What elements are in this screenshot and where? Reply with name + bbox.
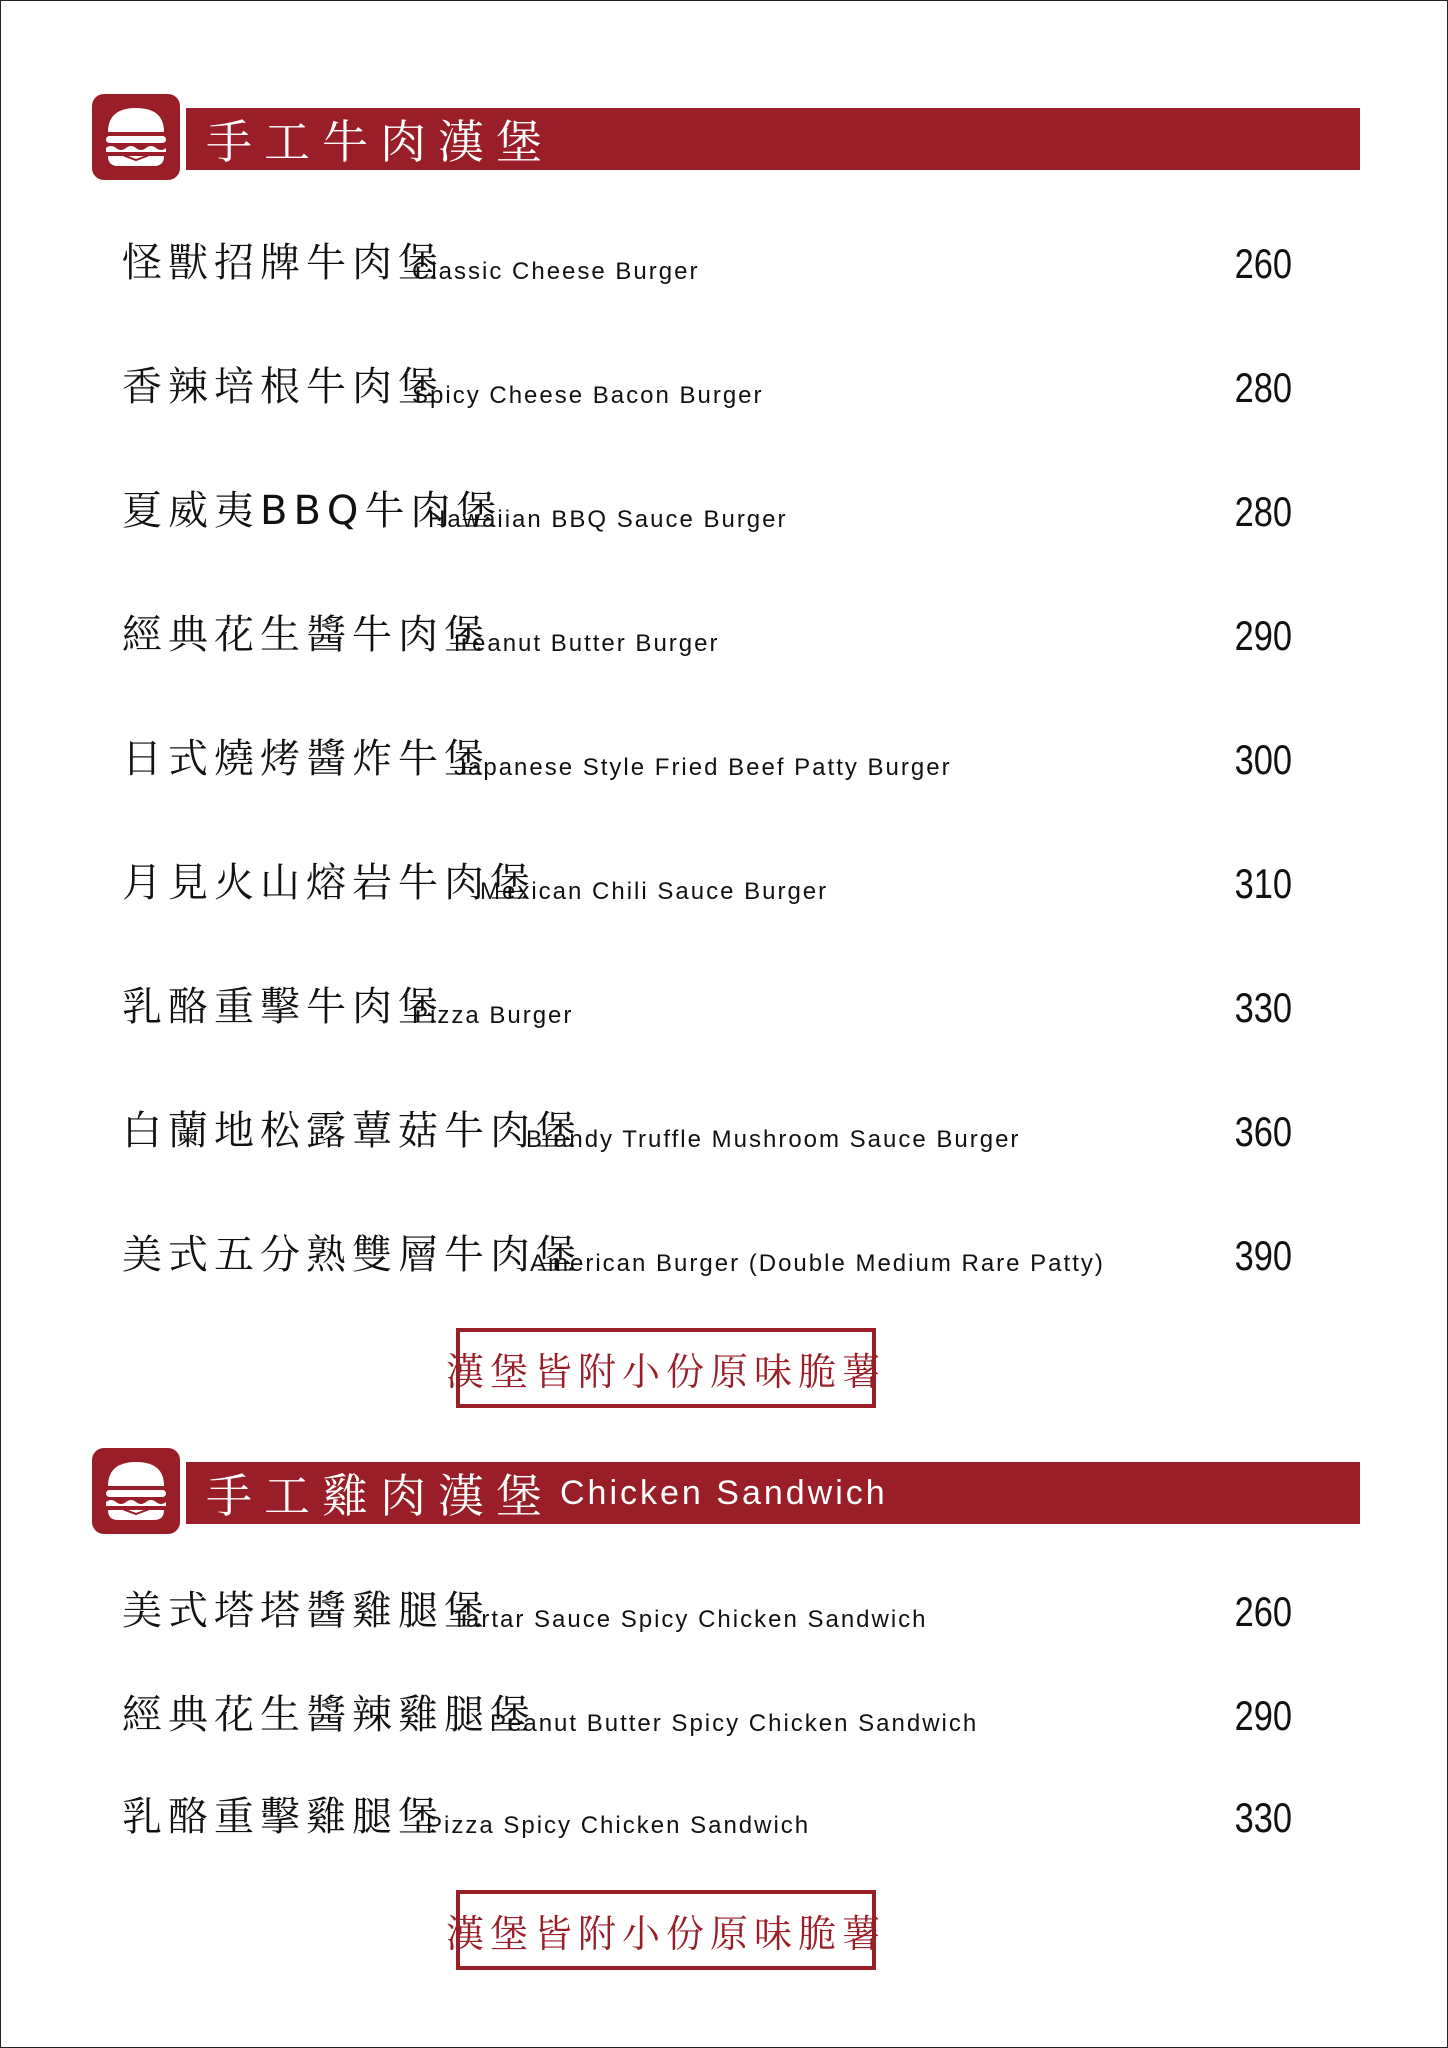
menu-item bbox=[122, 1214, 1292, 1294]
burger-icon bbox=[92, 94, 180, 180]
item-name-en: Peanut Butter Burger bbox=[454, 630, 720, 657]
item-name-zh: 乳酪重擊牛肉堡 bbox=[122, 984, 444, 1030]
item-name-en: American Burger (Double Medium Rare Patty) bbox=[530, 1250, 1105, 1277]
menu-item bbox=[122, 1570, 1292, 1650]
item-price: 260 bbox=[1234, 240, 1292, 287]
menu-item bbox=[122, 346, 1292, 426]
item-price: 330 bbox=[1234, 1794, 1292, 1841]
item-price: 280 bbox=[1234, 488, 1292, 535]
beef-section-bar bbox=[186, 108, 1360, 170]
chicken-section-header bbox=[92, 1448, 1360, 1536]
item-name-zh: 經典花生醬辣雞腿堡 bbox=[122, 1692, 536, 1738]
menu-item bbox=[122, 594, 1292, 674]
item-name-en: Classic Cheese Burger bbox=[412, 258, 700, 285]
menu-item bbox=[122, 470, 1292, 550]
item-name-zh: 經典花生醬牛肉堡 bbox=[122, 612, 490, 658]
menu-item bbox=[122, 718, 1292, 798]
item-name-en: Brandy Truffle Mushroom Sauce Burger bbox=[526, 1126, 1021, 1153]
item-price: 290 bbox=[1234, 1692, 1292, 1739]
item-name-zh: 美式塔塔醬雞腿堡 bbox=[122, 1588, 490, 1634]
item-price: 330 bbox=[1234, 984, 1292, 1031]
item-price: 300 bbox=[1234, 736, 1292, 783]
item-name-zh: 美式五分熟雙層牛肉堡 bbox=[122, 1232, 582, 1278]
item-price: 290 bbox=[1234, 612, 1292, 659]
menu-item bbox=[122, 842, 1292, 922]
chicken-section-subtitle: Chicken Sandwich bbox=[560, 1473, 888, 1512]
item-name-zh: 香辣培根牛肉堡 bbox=[122, 364, 444, 410]
beef-section-title: 手工牛肉漢堡 bbox=[206, 115, 554, 169]
item-name-zh: 月見火山熔岩牛肉堡 bbox=[122, 860, 536, 906]
fries-note: 漢堡皆附小份原味脆薯 bbox=[446, 1349, 887, 1394]
menu-item bbox=[122, 1674, 1292, 1754]
item-price: 390 bbox=[1234, 1232, 1292, 1279]
item-name-en: Mexican Chili Sauce Burger bbox=[480, 878, 829, 905]
fries-note-box bbox=[446, 1328, 887, 1408]
chicken-section-title: 手工雞肉漢堡 bbox=[206, 1469, 554, 1523]
item-name-en: Peanut Butter Spicy Chicken Sandwich bbox=[490, 1710, 979, 1737]
item-name-zh: 白蘭地松露蕈菇牛肉堡 bbox=[122, 1108, 582, 1154]
burger-icon bbox=[92, 1448, 180, 1534]
item-name-en: Pizza Spicy Chicken Sandwich bbox=[426, 1812, 811, 1839]
item-name-en: Japanese Style Fried Beef Patty Burger bbox=[454, 754, 952, 781]
item-name-zh: 乳酪重擊雞腿堡 bbox=[122, 1794, 444, 1840]
item-name-en: Pizza Burger bbox=[412, 1002, 574, 1029]
beef-section-header bbox=[92, 94, 1360, 182]
item-name-en: Spicy Cheese Bacon Burger bbox=[412, 382, 764, 409]
menu-item bbox=[122, 966, 1292, 1046]
item-name-en: Tartar Sauce Spicy Chicken Sandwich bbox=[452, 1606, 928, 1633]
menu-item bbox=[122, 1776, 1292, 1856]
item-name-zh: 怪獸招牌牛肉堡 bbox=[122, 240, 444, 286]
item-name-zh: 夏威夷BBQ牛肉堡 bbox=[122, 488, 503, 534]
item-name-zh: 日式燒烤醬炸牛堡 bbox=[122, 736, 490, 782]
item-price: 280 bbox=[1234, 364, 1292, 411]
item-price: 360 bbox=[1234, 1108, 1292, 1155]
item-price: 310 bbox=[1234, 860, 1292, 907]
chicken-section-bar bbox=[186, 1462, 1360, 1524]
item-name-en: Hawaiian BBQ Sauce Burger bbox=[428, 506, 788, 533]
fries-note: 漢堡皆附小份原味脆薯 bbox=[446, 1911, 887, 1956]
menu-item bbox=[122, 222, 1292, 302]
item-price: 260 bbox=[1234, 1588, 1292, 1635]
fries-note-box bbox=[446, 1890, 887, 1970]
menu-item bbox=[122, 1090, 1292, 1170]
